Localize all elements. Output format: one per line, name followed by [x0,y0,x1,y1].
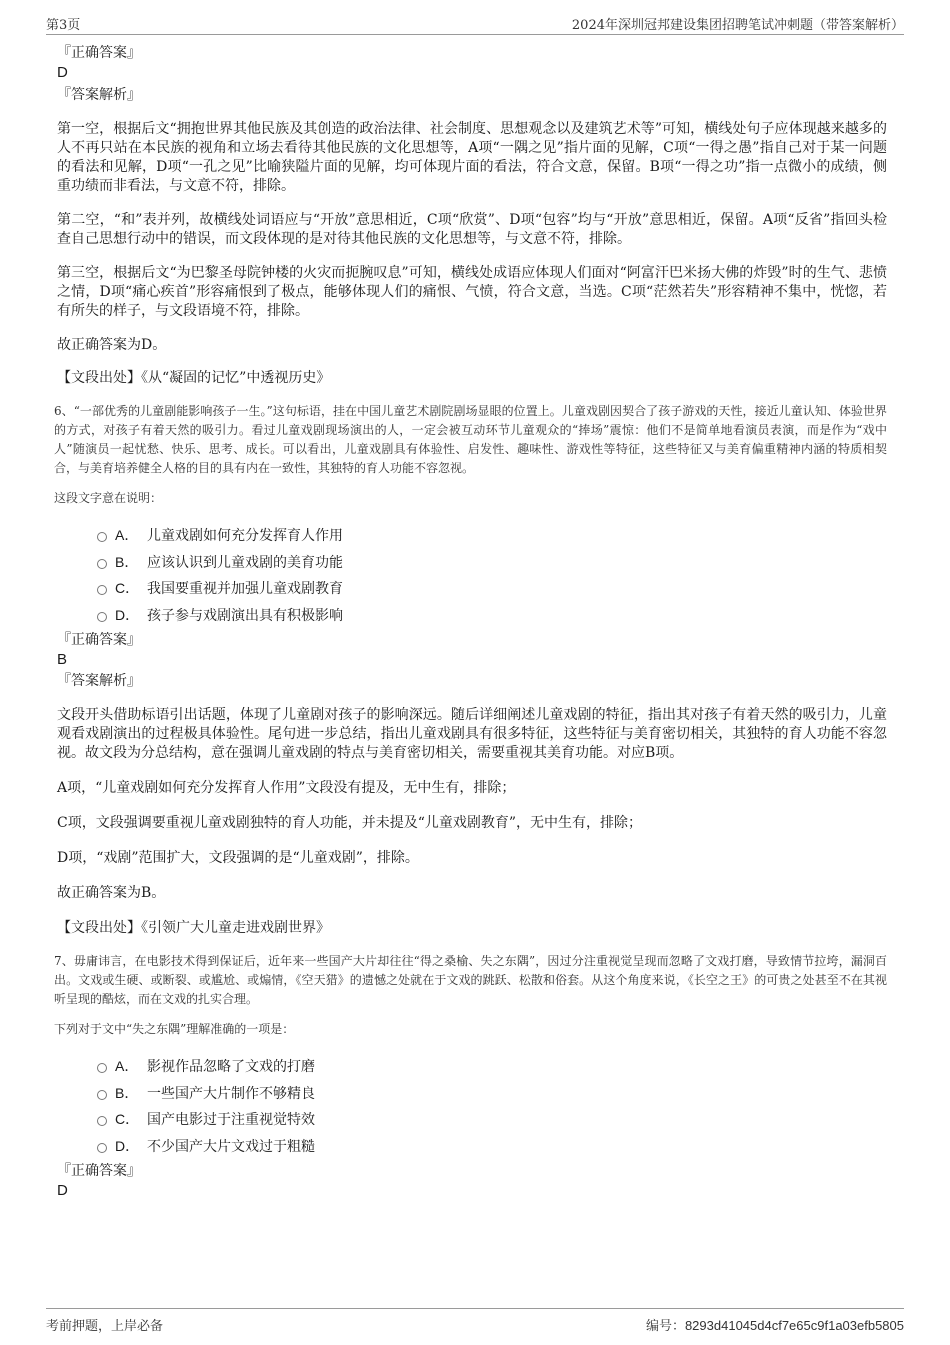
q6-option-d[interactable]: D． 孩子参与戏剧演出具有积极影响 [97,603,887,630]
q6-options [57,523,887,629]
q5-analysis-label: 『答案解析』 [57,87,141,103]
q6-analysis-4: D项，“戏剧”范围扩大，文段强调的是“儿童戏剧”，排除。 [57,850,419,866]
q6-source: 【文段出处】《引领广大儿童走进戏剧世界》 [57,920,330,936]
radio-icon[interactable] [97,559,107,569]
q6-question: 6、“一部优秀的儿童剧能影响孩子一生。”这句标语，挂在中国儿童艺术剧院剧场显眼的位置上。儿童戏剧因契合了孩子游戏的天性，接近儿童认知、体验世界的方式，对孩子有着天然的吸引力。看过儿童戏剧现场演出的人，一定会被互动环节儿童观众的“捧场”震惊：他们不是简单地看演员表演，而是作为“戏中人”随演员一起忧愁、快乐、思考、成长。可以看出，儿童戏剧具有体验性、启发性、趣味性、游戏性等特征，这些特征又与美育偏重精神内涵的特质相契合，与美育培养健全人格的目的具有内在一致性，其独特的育人功能不容忽视。 [54,404,887,475]
page-content [54,44,887,1200]
radio-icon[interactable] [97,585,107,595]
q7-option-a[interactable]: A． 影视作品忽略了文戏的打磨 [97,1054,887,1081]
q5-analysis-3: 第三空，根据后文“为巴黎圣母院钟楼的火灾而扼腕叹息”可知，横线处成语应体现人们面对“阿富汗巴米扬大佛的炸毁”时的生气、悲愤之情，D项“痛心疾首”形容痛恨到了极点，能够体现人们的痛恨、气愤，符合文意，当选。C项“茫然若失”形容精神不集中，恍惚，若有所失的样子，与文段语境不符，排除。 [57,265,887,319]
radio-icon[interactable] [97,612,107,622]
q7-options [57,1054,887,1160]
footer-code: 8293d41045d4cf7e65c9f1a03efb5805 [684,1318,904,1333]
page-number: 第3页 [46,18,81,33]
document-title: 2024年深圳冠邦建设集团招聘笔试冲刺题（带答案解析） [571,18,904,33]
q7-option-d[interactable]: D． 不少国产大片文戏过于粗糙 [97,1134,887,1161]
page-header [46,14,904,35]
radio-icon[interactable] [97,1116,107,1126]
q7-option-c[interactable]: C． 国产电影过于注重视觉特效 [97,1107,887,1134]
q6-answer-label: 『正确答案』 [57,632,141,648]
q7-question: 7、毋庸讳言，在电影技术得到保证后，近年来一些国产大片却往往“得之桑榆、失之东隅”，因过分注重视觉呈现而忽略了文戏打磨，导致情节拉垮，漏洞百出。文戏或生硬、或断裂、或尴尬、或煽情，《空天猎》的遗憾之处就在于文戏的跳跃、松散和俗套。从这个角度来说，《长空之王》的可贵之处甚至不在其视听呈现的酷炫，而在文戏的扎实合理。 [54,954,887,1006]
radio-icon[interactable] [97,1090,107,1100]
q6-option-a[interactable]: A． 儿童戏剧如何充分发挥育人作用 [97,523,887,550]
radio-icon[interactable] [97,1143,107,1153]
q6-analysis-1: 文段开头借助标语引出话题，体现了儿童剧对孩子的影响深远。随后详细阐述儿童戏剧的特征，指出其对孩子有着天然的吸引力，儿童观看戏剧演出的过程极具体验性。尾句进一步总结，指出儿童戏剧具有很多特征，这些特征与美育密切相关，其独特的育人功能不容忽视。故文段为分总结构，意在强调儿童戏剧的特点与美育密切相关，需要重视其美育功能。对应B项。 [57,707,887,761]
q7-prompt: 下列对于文中“失之东隅”理解准确的一项是： [54,1022,295,1036]
q7-answer-label: 『正确答案』 [57,1163,141,1179]
q7-option-b[interactable]: B． 一些国产大片制作不够精良 [97,1081,887,1108]
q7-answer: D [57,1182,68,1199]
q6-option-c[interactable]: C． 我国要重视并加强儿童戏剧教育 [97,576,887,603]
q5-analysis-2: 第二空，“和”表并列，故横线处词语应与“开放”意思相近，C项“欣赏”、D项“包容”均与“开放”意思相近，保留。A项“反省”指回头检查自己思想行动中的错误，而文段体现的是对待其他民族的文化思想等，与文意不符，排除。 [57,212,887,247]
q6-analysis-5: 故正确答案为B。 [57,885,166,901]
q6-prompt: 这段文字意在说明： [54,491,163,505]
q6-option-b[interactable]: B． 应该认识到儿童戏剧的美育功能 [97,550,887,577]
radio-icon[interactable] [97,532,107,542]
q5-answer: D [57,64,68,81]
footer-code-block [646,1315,904,1334]
q5-answer-label: 『正确答案』 [57,45,141,61]
footer-slogan: 考前押题，上岸必备 [46,1319,164,1334]
q6-analysis-label: 『答案解析』 [57,673,141,689]
q6-answer: B [57,651,68,668]
q6-analysis-2: A项，“儿童戏剧如何充分发挥育人作用”文段没有提及，无中生有，排除； [57,780,516,796]
q5-analysis-4: 故正确答案为D。 [57,337,167,353]
q6-analysis-3: C项，文段强调要重视儿童戏剧独特的育人功能，并未提及“儿童戏剧教育”，无中生有，排除； [57,815,643,831]
page-footer [46,1308,904,1333]
q5-source: 【文段出处】《从“凝固的记忆”中透视历史》 [57,370,331,386]
radio-icon[interactable] [97,1063,107,1073]
footer-code-label: 编号： [645,1319,685,1334]
q5-analysis-1: 第一空，根据后文“拥抱世界其他民族及其创造的政治法律、社会制度、思想观念以及建筑艺术等”可知，横线处句子应体现越来越多的人不再只站在本民族的视角和立场去看待其他民族的文化思想等，A项“一隅之见”指片面的见解，C项“一得之愚”指自己对于某一问题的看法和见解，D项“一孔之见”比喻狭隘片面的见解，均可体现片面的看法，符合文意，保留。B项“一得之功”指一点微小的成绩，侧重功绩而非看法，与文意不符，排除。 [57,121,887,194]
